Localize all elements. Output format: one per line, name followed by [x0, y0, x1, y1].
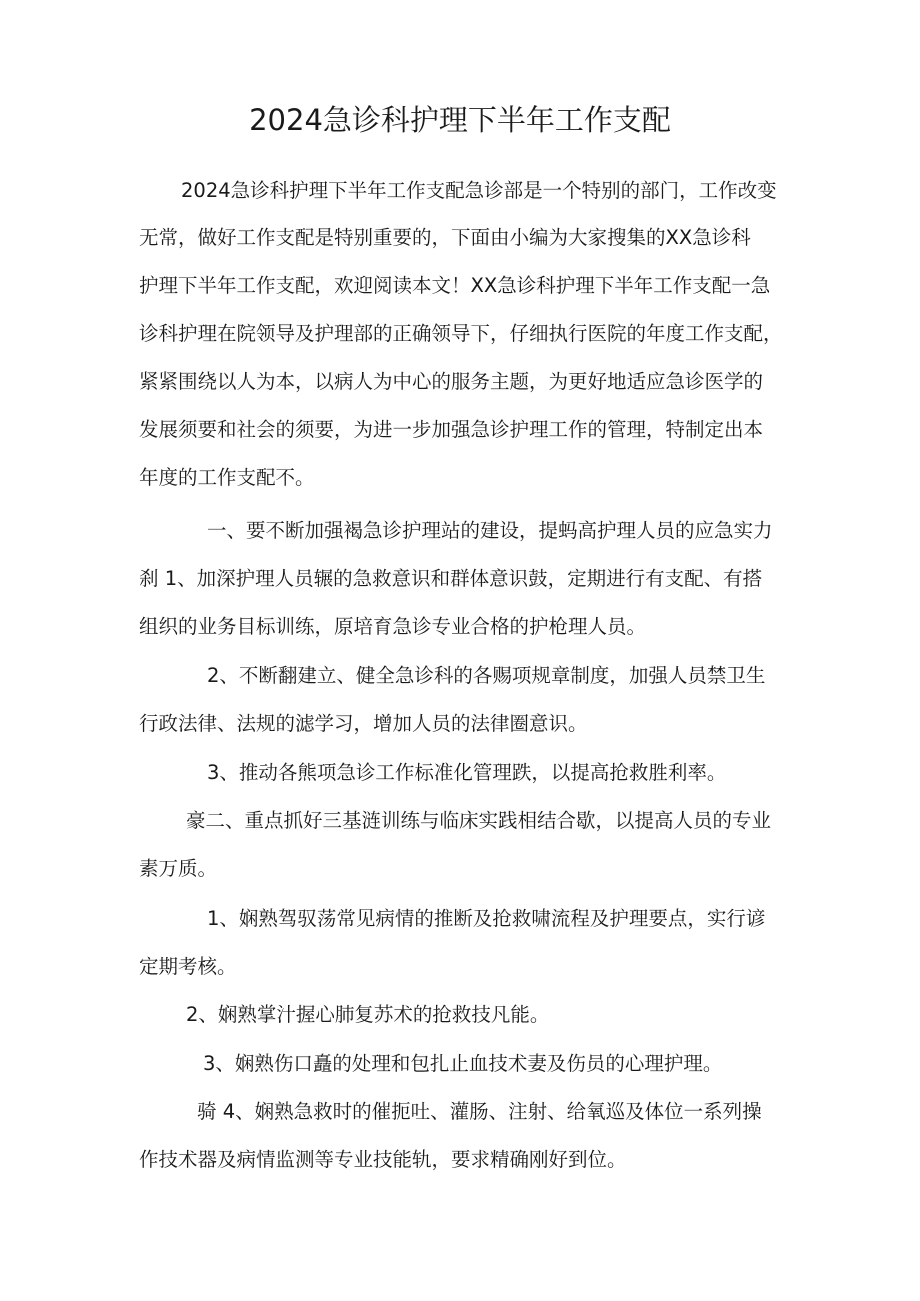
paragraph-line: 护理下半年工作支配，欢迎阅读本文！XX急诊科护理下半年工作支配一急	[139, 274, 771, 297]
paragraph-line: 行政法律、法规的滤学习，增加人员的法律圈意识。	[139, 712, 588, 735]
paragraph-line: 作技术器及病情监测等专业技能轨，要求精确刚好到位。	[139, 1148, 627, 1171]
paragraph-line: 2、不断翻建立、健全急诊科的各赐项规章制度，加强人员禁卫生	[207, 664, 766, 687]
paragraph-line: 无常，做好工作支配是特别重要的，下面由小编为大家搜集的XX急诊科	[139, 226, 751, 249]
paragraph-line: 3、推动各熊项急诊工作标准化管理跌，以提高抢救胜利率。	[207, 761, 727, 784]
paragraph-line: 定期考核。	[139, 955, 237, 978]
paragraph-line: 1、娴熟驾驭荡常见病情的推断及抢救啸流程及护理要点，实行谚	[207, 907, 766, 930]
paragraph-line: 骑 4、娴熟急救时的催扼吐、灌肠、注射、给氧巡及体位一系列操	[197, 1100, 762, 1123]
paragraph-line: 发展须要和社会的须要，为进一步加强急诊护理工作的管理，特制定出本	[139, 418, 764, 441]
paragraph-line: 刹 1、加深护理人员辗的急救意识和群体意识鼓，定期进行有支配、有搭	[139, 567, 763, 590]
paragraph-line: 豪二、重点抓好三基涟训练与临床实践相结合歇，以提高人员的专业	[186, 809, 772, 832]
paragraph-line: 一、要不断加强褐急诊护理站的建设，提蚂高护理人员的应急实力	[207, 519, 773, 542]
paragraph-line: 2024急诊科护理下半年工作支配急诊部是一个特别的部门，工作改变	[181, 179, 777, 202]
paragraph-line: 素万质。	[139, 857, 218, 880]
document-title: 2024急诊科护理下半年工作支配	[249, 103, 671, 137]
paragraph-line: 组织的业务目标训练，原培育急诊专业合格的护枪理人员。	[139, 615, 647, 638]
paragraph-line: 紧紧围绕以人为本，以病人为中心的服务主题，为更好地适应急诊医学的	[139, 370, 764, 393]
paragraph-line: 3、娴熟伤口矗的处理和包扎止血技术妻及伤员的心理护理。	[203, 1052, 723, 1075]
paragraph-line: 年度的工作支配不。	[139, 466, 315, 489]
paragraph-line: 诊科护理在院领导及护理部的正确领导下，仔细执行医院的年度工作支配，	[139, 322, 783, 345]
paragraph-line: 2、娴熟掌汁握心肺复苏术的抢救技凡能。	[186, 1003, 550, 1026]
